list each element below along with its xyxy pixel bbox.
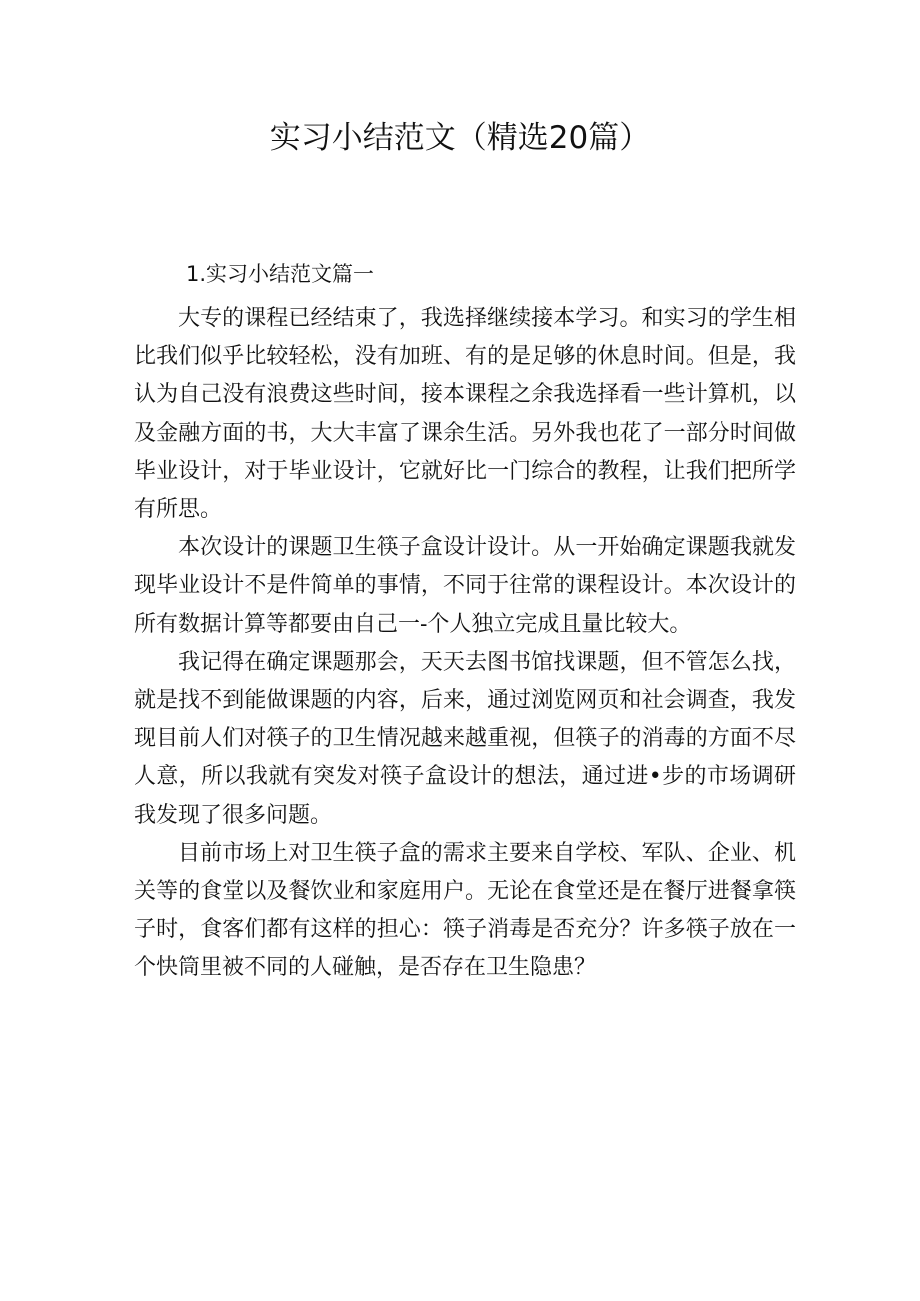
document-body <box>134 300 796 988</box>
document-title: 实习小结范文（精选20篇） <box>269 120 651 156</box>
paragraph: 大专的课程已经结束了，我选择继续接本学习。和实习的学生相比我们似乎比较轻松，没有加班、有的是足够的休息时间。但是，我认为自己没有浪费这些时间，接本课程之余我选择看一些计算机，以及金融方面的书，大大丰富了课余生活。另外我也花了一部分时间做毕业设计，对于毕业设计，它就好比一门综合的教程，让我们把所学有所思。 <box>134 306 796 523</box>
paragraph: 我记得在确定课题那会，天天去图书馆找课题，但不管怎么找，就是找不到能做课题的内容，后来，通过浏览网页和社会调查，我发现目前人们对筷子的卫生情况越来越重视，但筷子的消毒的方面不尽人意，所以我就有突发对筷子盒设计的想法，通过进•步的市场调研我发现了很多问题。 <box>134 649 796 828</box>
paragraph: 目前市场上对卫生筷子盒的需求主要来自学校、军队、企业、机关等的食堂以及餐饮业和家庭用户。无论在食堂还是在餐厅进餐拿筷子时，食客们都有这样的担心：筷子消毒是否充分？许多筷子放在一个快筒里被不同的人碰触，是否存在卫生隐患？ <box>134 840 796 981</box>
section-heading: 1.实习小结范文篇一 <box>186 262 375 286</box>
paragraph: 本次设计的课题卫生筷子盒设计设计。从一开始确定课题我就发现毕业设计不是件简单的事情，不同于往常的课程设计。本次设计的所有数据计算等都要由自己一-个人独立完成且量比较大。 <box>134 535 796 637</box>
